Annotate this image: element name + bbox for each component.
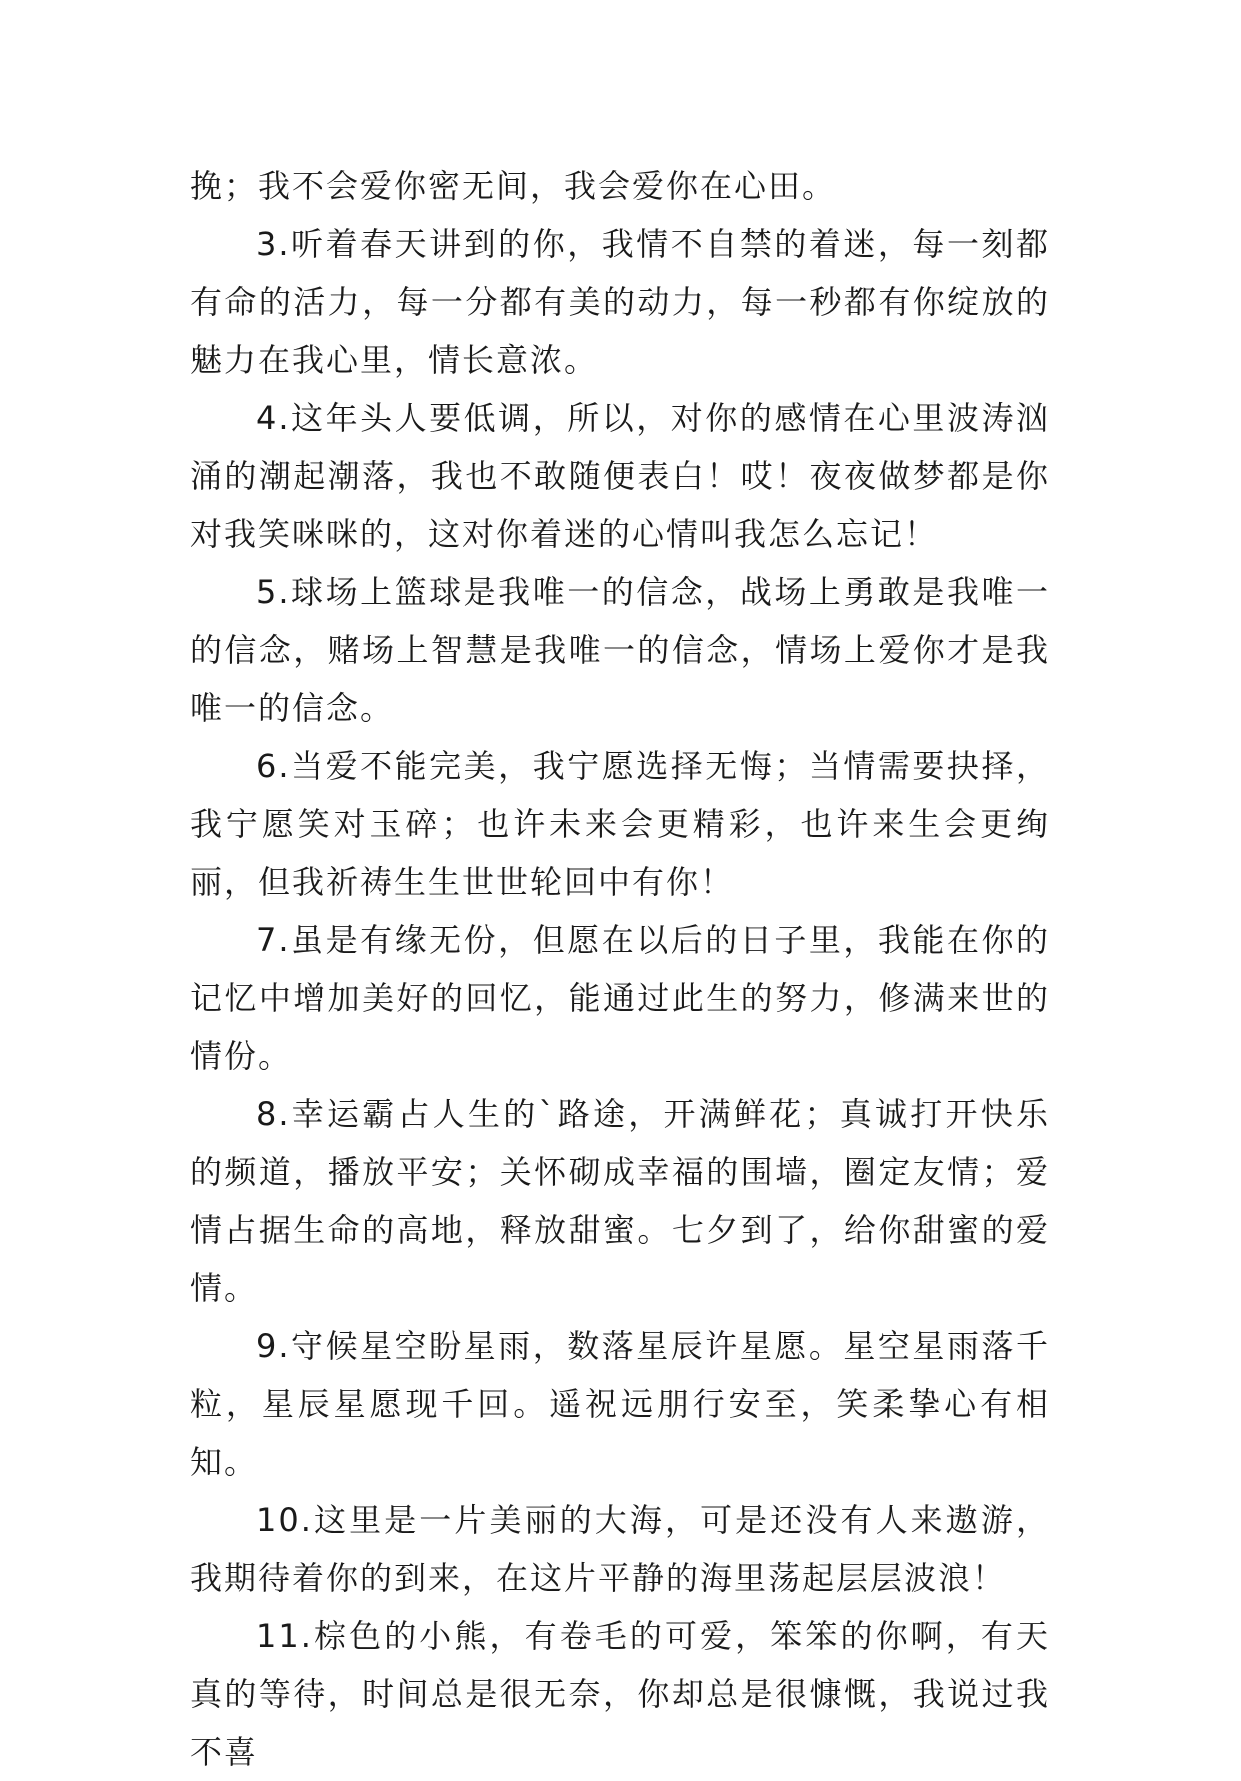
paragraph-item-3: 3.听着春天讲到的你，我情不自禁的着迷，每一刻都有命的活力，每一分都有美的动力，每一秒都有你绽放的魅力在我心里，情长意浓。 [190,225,1050,379]
paragraph-item-6: 6.当爱不能完美，我宁愿选择无悔；当情需要抉择，我宁愿笑对玉碎；也许未来会更精彩，也许来生会更绚丽，但我祈祷生生世世轮回中有你！ [190,747,1050,901]
paragraph-continuation: 挽；我不会爱你密无间，我会爱你在心田。 [190,167,837,205]
paragraph-item-5: 5.球场上篮球是我唯一的信念，战场上勇敢是我唯一的信念，赌场上智慧是我唯一的信念，情场上爱你才是我唯一的信念。 [190,573,1050,727]
paragraph-item-8: 8.幸运霸占人生的`路途，开满鲜花；真诚打开快乐的频道，播放平安；关怀砌成幸福的围墙，圈定友情；爱情占据生命的高地，释放甜蜜。七夕到了，给你甜蜜的爱情。 [190,1095,1050,1307]
document-body [190,157,1050,1781]
paragraph-item-10: 10.这里是一片美丽的大海，可是还没有人来遨游，我期待着你的到来，在这片平静的海里荡起层层波浪！ [190,1501,1050,1597]
paragraph-item-9: 9.守候星空盼星雨，数落星辰许星愿。星空星雨落千粒，星辰星愿现千回。遥祝远朋行安至，笑柔挚心有相知。 [190,1327,1050,1481]
paragraph-item-11: 11.棕色的小熊，有卷毛的可爱，笨笨的你啊，有天真的等待，时间总是很无奈，你却总是很慷慨，我说过我不喜 [190,1617,1050,1771]
paragraph-item-7: 7.虽是有缘无份，但愿在以后的日子里，我能在你的记忆中增加美好的回忆，能通过此生的努力，修满来世的情份。 [190,921,1050,1075]
paragraph-item-4: 4.这年头人要低调，所以，对你的感情在心里波涛汹涌的潮起潮落，我也不敢随便表白！哎！夜夜做梦都是你对我笑咪咪的，这对你着迷的心情叫我怎么忘记！ [190,399,1050,553]
